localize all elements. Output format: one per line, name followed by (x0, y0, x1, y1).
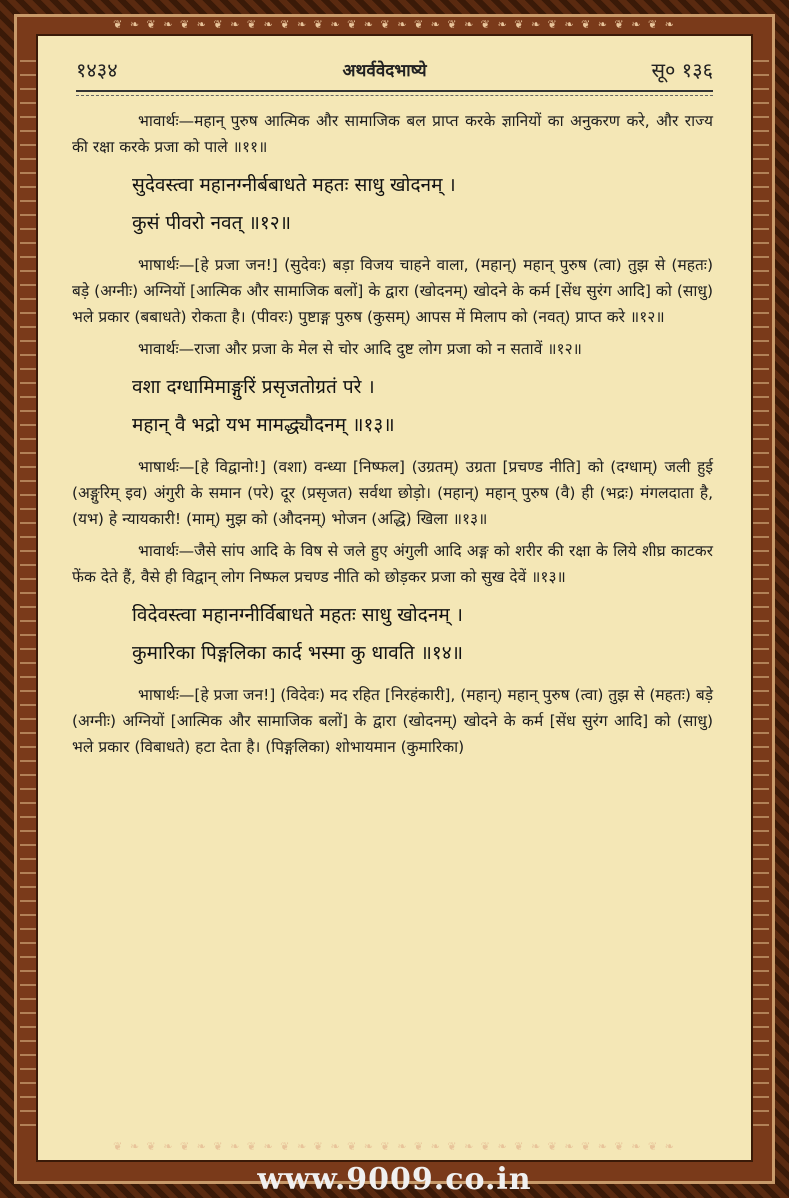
verse-13-line2: महान् वै भद्रो यभ मामद्ध्यौदनम् ॥१३॥ (132, 414, 395, 436)
header-divider (76, 90, 713, 94)
bhavartha-13-text: भावार्थः—जैसे सांप आदि के विष से जले हुए अंगुली आदि अङ्ग को शरीर की रक्षा के लिये शीघ्र काटकर फेंक देते हैं, वैसे ही विद्वान् लोग निष्फल प्रचण्ड नीति को छोड़कर प्रजा को सुख देवें ॥१३॥ (72, 542, 713, 586)
site-watermark: www.9009.co.in (257, 1162, 532, 1197)
page-content (72, 108, 713, 766)
verse-14-line2: कुमारिका पिङ्गलिका कार्द भस्मा कु धावति ॥१४॥ (132, 642, 464, 664)
bhavartha-12 (72, 336, 713, 362)
bhavartha-13 (72, 538, 713, 590)
bhavartha-11 (72, 108, 713, 160)
verse-13-line1: वशा दग्धामिमाङ्गुरिं प्रसृजतोग्रतं परे । (132, 376, 375, 398)
verse-12-line2: कुसं पीवरो नवत् ॥१२॥ (132, 212, 291, 234)
bhavartha-12-text: भावार्थः—राजा और प्रजा के मेल से चोर आदि दुष्ट लोग प्रजा को न सतावें ॥१२॥ (138, 340, 582, 358)
verse-14-line1: विदेवस्त्वा महानग्नीर्विबाधते महतः साधु खोदनम् । (132, 604, 463, 626)
bhashartha-13-text: भाषार्थः—[हे विद्वानो!] (वशा) वन्ध्या [निष्फल] (उग्रतम्) उग्रता [प्रचण्ड नीति] को (दग्धाम्) जली हुई (अङ्गुरिम् इव) अंगुरी के समान (परे) दूर (प्रसृजत) सर्वथा छोड़ो। (महान्) महान् पुरुष (वै) ही (भद्रः) मंगलदाता है, (यभ) हे न्यायकारी! (माम्) मुझ को (औदनम्) भोजन (अद्धि) खिला ॥१३॥ (72, 458, 713, 528)
page (36, 34, 753, 1162)
verse-12-line1: सुदेवस्त्वा महानग्नीर्बबाधते महतः साधु खोदनम् । (132, 174, 456, 196)
top-ornament: ❦ ❧ ❦ ❧ ❦ ❧ ❦ ❧ ❦ ❧ ❦ ❧ ❦ ❧ ❦ ❧ ❦ ❧ ❦ ❧ ❦ ❧ ❦ ❧ ❦ ❧ ❦ ❧ ❦ ❧ ❦ ❧ ❦ ❧ (113, 18, 676, 31)
left-ornament (20, 60, 36, 1138)
bhashartha-12 (72, 252, 713, 330)
bhashartha-13 (72, 454, 713, 532)
bhavartha-11-text: भावार्थः—महान् पुरुष आत्मिक और सामाजिक बल प्राप्त करके ज्ञानियों का अनुकरण करे, और राज्य की रक्षा करके प्रजा को पाले ॥११॥ (72, 112, 713, 156)
book-title: अथर्ववेदभाष्ये (342, 60, 427, 81)
bottom-ornament: ❦ ❧ ❦ ❧ ❦ ❧ ❦ ❧ ❦ ❧ ❦ ❧ ❦ ❧ ❦ ❧ ❦ ❧ ❦ ❧ ❦ ❧ ❦ ❧ ❦ ❧ ❦ ❧ ❦ ❧ ❦ ❧ ❦ ❧ (113, 1140, 676, 1153)
sukta-number: सू० १३६ (651, 57, 713, 82)
page-number: १४३४ (76, 57, 118, 82)
bhashartha-14 (72, 682, 713, 760)
bhashartha-14-text: भाषार्थः—[हे प्रजा जन!] (विदेवः) मद रहित [निरहंकारी], (महान्) महान् पुरुष (त्वा) तुझ से (महतः) बड़े (अग्नीः) अग्नियों [आत्मिक और सामाजिक बलों] के द्वारा (खोदनम्) खोदने के कर्म [सेंध सुरंग आदि] को (साधु) भले प्रकार (विबाधते) हटा देता है। (पिङ्गलिका) शोभायमान (कुमारिका) (72, 686, 713, 756)
bhashartha-12-text: भाषार्थः—[हे प्रजा जन!] (सुदेवः) बड़ा विजय चाहने वाला, (महान्) महान् पुरुष (त्वा) तुझ से (महतः) बड़े (अग्नीः) अग्नियों [आत्मिक और सामाजिक बलों] के द्वारा (खोदनम्) खोदने के कर्म [सेंध सुरंग आदि] को (साधु) भले प्रकार (बबाधते) रोकता है। (पीवरः) पुष्टाङ्ग पुरुष (कुसम्) आपस में मिलाप को (नवत्) प्राप्त करे ॥१२॥ (72, 256, 713, 326)
page-header (76, 54, 713, 84)
right-ornament (753, 60, 769, 1138)
